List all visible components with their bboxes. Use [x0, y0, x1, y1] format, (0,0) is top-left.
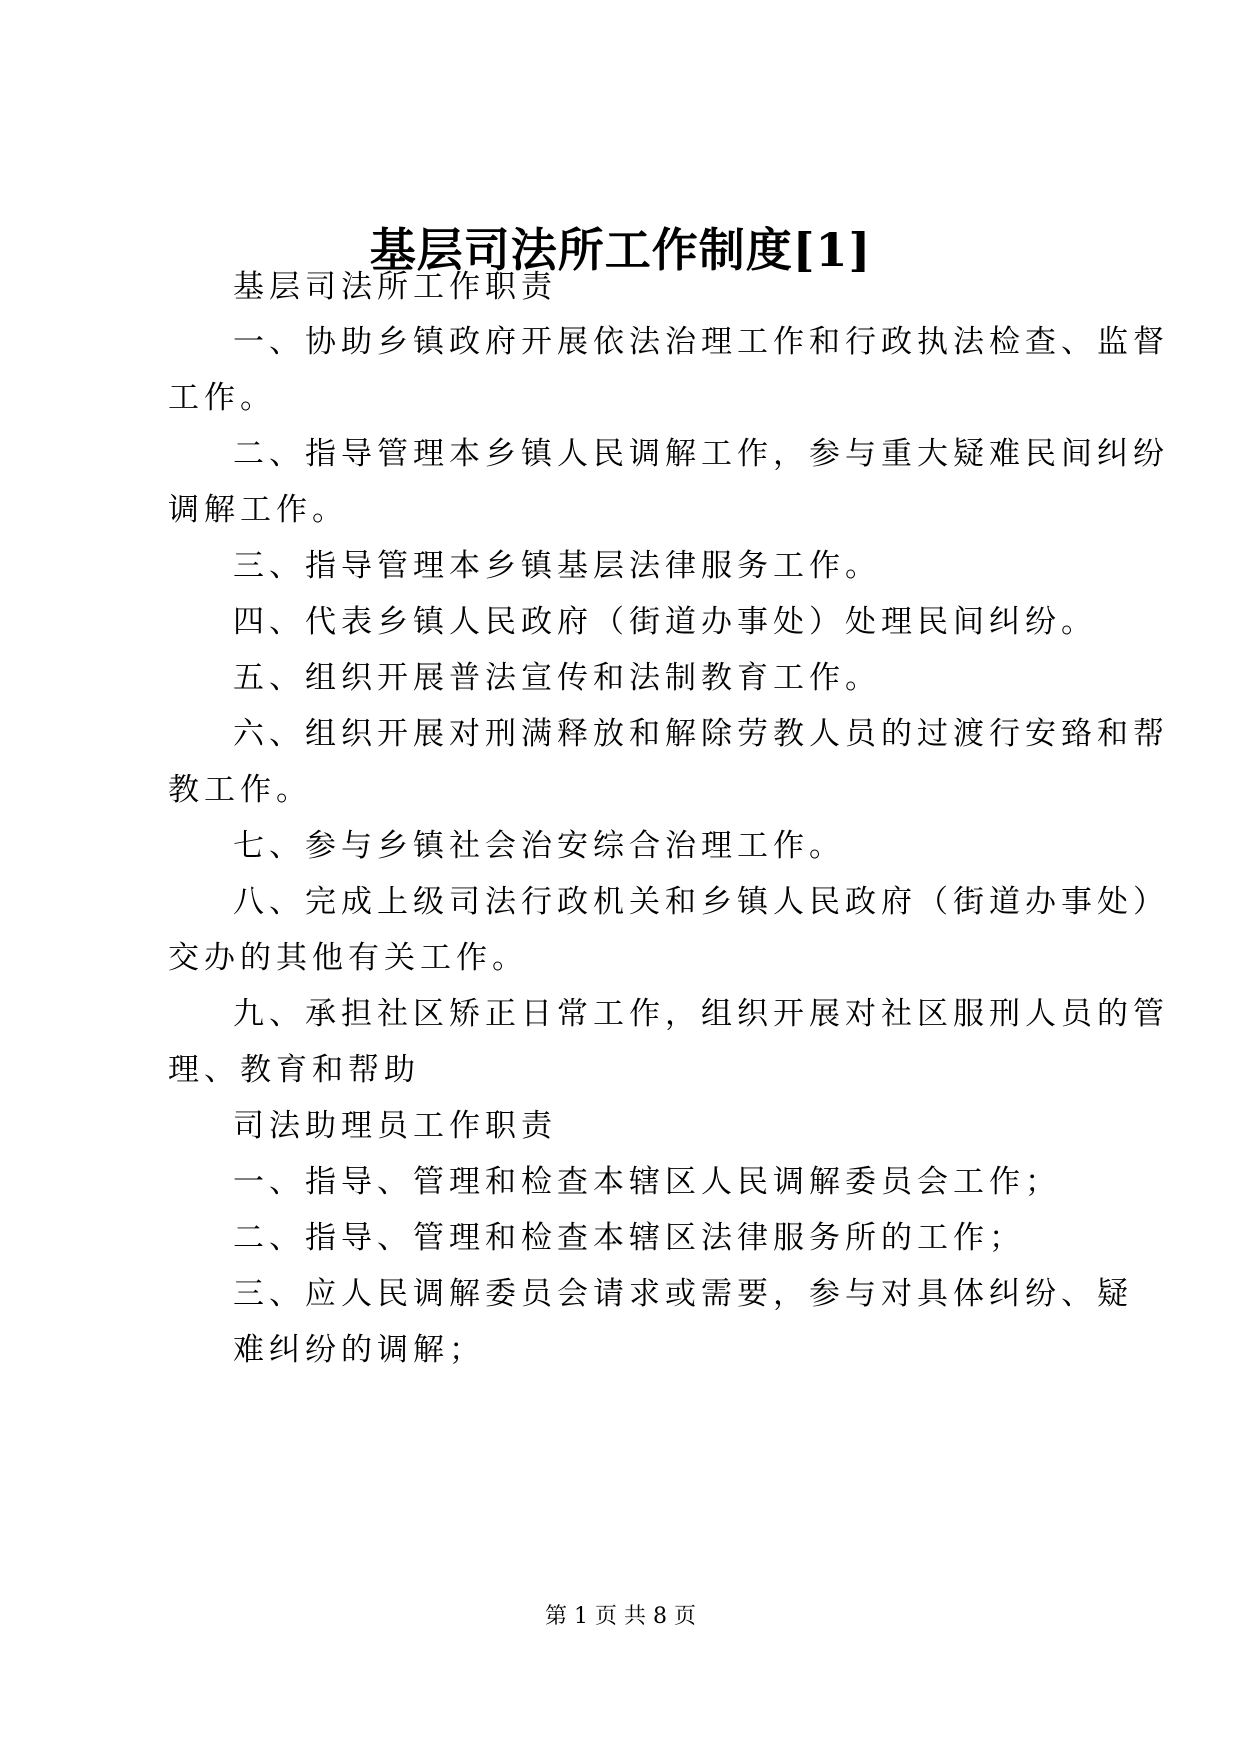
paragraph-line: 七、参与乡镇社会治安综合治理工作。	[233, 828, 845, 864]
paragraph-line: 难纠纷的调解；	[233, 1332, 485, 1368]
paragraph-line: 四、代表乡镇人民政府（街道办事处）处理民间纠纷。	[233, 604, 1097, 640]
paragraph-line: 九、承担社区矫正日常工作，组织开展对社区服刑人员的管	[233, 996, 1169, 1032]
paragraph-line: 一、协助乡镇政府开展依法治理工作和行政执法检查、监督	[233, 324, 1169, 360]
paragraph-line: 交办的其他有关工作。	[168, 940, 528, 976]
section-heading: 司法助理员工作职责	[233, 1108, 557, 1144]
paragraph-line: 二、指导、管理和检查本辖区法律服务所的工作；	[233, 1220, 1025, 1256]
paragraph-line: 八、完成上级司法行政机关和乡镇人民政府（街道办事处）	[233, 884, 1169, 920]
paragraph-line: 三、应人民调解委员会请求或需要，参与对具体纠纷、疑	[233, 1276, 1133, 1312]
paragraph-line: 调解工作。	[168, 492, 348, 528]
paragraph-line: 理、教育和帮助	[168, 1052, 420, 1088]
paragraph-line: 六、组织开展对刑满释放和解除劳教人员的过渡行安臵和帮	[233, 716, 1169, 752]
section-heading: 基层司法所工作职责	[233, 269, 557, 305]
paragraph-line: 二、指导管理本乡镇人民调解工作，参与重大疑难民间纠纷	[233, 436, 1169, 472]
page-number-footer: 第 1 页 共 8 页	[545, 1604, 696, 1629]
paragraph-line: 工作。	[168, 380, 276, 416]
paragraph-line: 一、指导、管理和检查本辖区人民调解委员会工作；	[233, 1164, 1061, 1200]
paragraph-line: 教工作。	[168, 772, 312, 808]
document-title: 基层司法所工作制度[1]	[369, 223, 872, 277]
paragraph-line: 三、指导管理本乡镇基层法律服务工作。	[233, 548, 881, 584]
paragraph-line: 五、组织开展普法宣传和法制教育工作。	[233, 660, 881, 696]
